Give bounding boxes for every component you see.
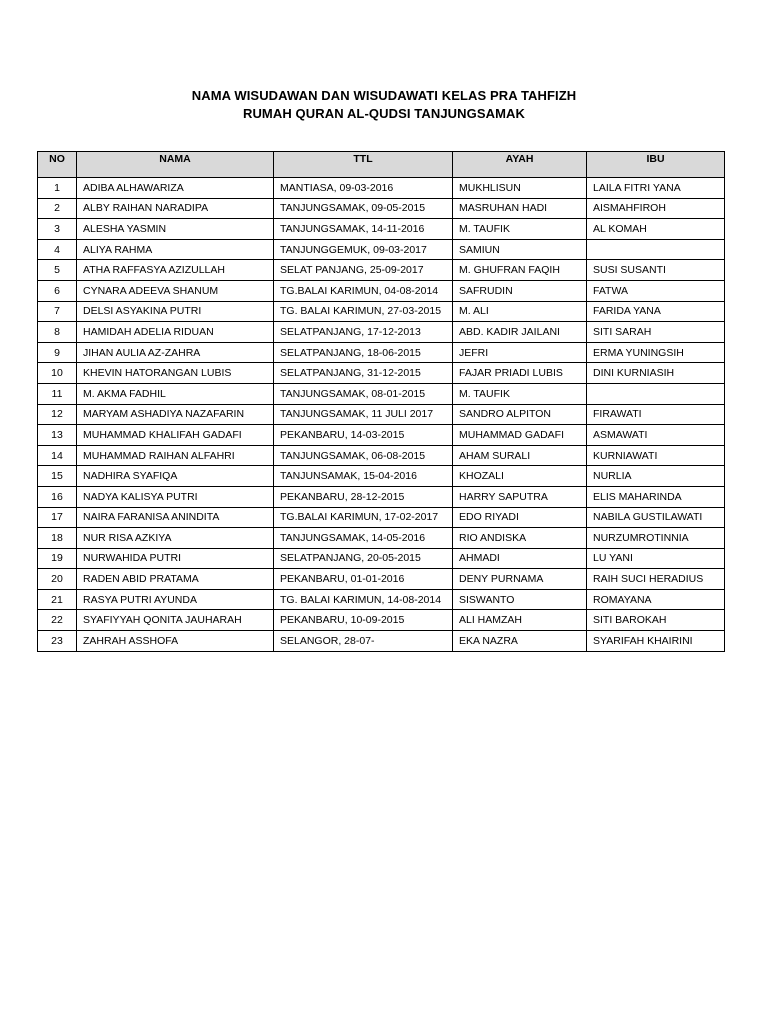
table-row bbox=[38, 610, 725, 631]
cell-nama: SYAFIYYAH QONITA JAUHARAH bbox=[77, 610, 274, 631]
cell-ayah: M. GHUFRAN FAQIH bbox=[453, 260, 587, 281]
cell-ibu: NABILA GUSTILAWATI bbox=[587, 507, 725, 528]
cell-nama: MUHAMMAD KHALIFAH GADAFI bbox=[77, 425, 274, 446]
cell-ibu: ROMAYANA bbox=[587, 589, 725, 610]
table-row bbox=[38, 198, 725, 219]
cell-nama: NAIRA FARANISA ANINDITA bbox=[77, 507, 274, 528]
cell-ayah: MUKHLISUN bbox=[453, 178, 587, 199]
cell-ibu: KURNIAWATI bbox=[587, 445, 725, 466]
cell-ayah: SAFRUDIN bbox=[453, 280, 587, 301]
cell-no: 10 bbox=[38, 363, 77, 384]
cell-ayah: M. TAUFIK bbox=[453, 219, 587, 240]
cell-ayah: AHMADI bbox=[453, 548, 587, 569]
cell-ayah: KHOZALI bbox=[453, 466, 587, 487]
cell-ayah: AHAM SURALI bbox=[453, 445, 587, 466]
document-subtitle: RUMAH QURAN AL-QUDSI TANJUNGSAMAK bbox=[242, 106, 526, 121]
table-row bbox=[38, 425, 725, 446]
cell-nama: NADHIRA SYAFIQA bbox=[77, 466, 274, 487]
table-row bbox=[38, 445, 725, 466]
cell-no: 23 bbox=[38, 631, 77, 652]
cell-ibu: SYARIFAH KHAIRINI bbox=[587, 631, 725, 652]
cell-no: 4 bbox=[38, 239, 77, 260]
cell-ibu: LAILA FITRI YANA bbox=[587, 178, 725, 199]
cell-ayah: EDO RIYADI bbox=[453, 507, 587, 528]
table-row bbox=[38, 569, 725, 590]
table-row bbox=[38, 507, 725, 528]
cell-ibu: FARIDA YANA bbox=[587, 301, 725, 322]
table-row bbox=[38, 178, 725, 199]
table-row bbox=[38, 631, 725, 652]
cell-no: 7 bbox=[38, 301, 77, 322]
cell-ttl: SELATPANJANG, 31-12-2015 bbox=[274, 363, 453, 384]
header-row bbox=[38, 152, 725, 178]
cell-ayah: HARRY SAPUTRA bbox=[453, 486, 587, 507]
cell-nama: ZAHRAH ASSHOFA bbox=[77, 631, 274, 652]
cell-no: 19 bbox=[38, 548, 77, 569]
cell-ibu: AISMAHFIROH bbox=[587, 198, 725, 219]
cell-ttl: SELAT PANJANG, 25-09-2017 bbox=[274, 260, 453, 281]
cell-ibu: RAIH SUCI HERADIUS bbox=[587, 569, 725, 590]
cell-no: 5 bbox=[38, 260, 77, 281]
cell-nama: ATHA RAFFASYA AZIZULLAH bbox=[77, 260, 274, 281]
cell-no: 13 bbox=[38, 425, 77, 446]
cell-ttl: TANJUNGSAMAK, 14-11-2016 bbox=[274, 219, 453, 240]
cell-ayah: SISWANTO bbox=[453, 589, 587, 610]
cell-ibu: ERMA YUNINGSIH bbox=[587, 342, 725, 363]
cell-ibu: LU YANI bbox=[587, 548, 725, 569]
cell-nama: NUR RISA AZKIYA bbox=[77, 528, 274, 549]
cell-ttl: SELATPANJANG, 17-12-2013 bbox=[274, 322, 453, 343]
table-row bbox=[38, 486, 725, 507]
cell-no: 8 bbox=[38, 322, 77, 343]
cell-ttl: MANTIASA, 09-03-2016 bbox=[274, 178, 453, 199]
header-ayah: AYAH bbox=[453, 152, 587, 178]
cell-ibu: FIRAWATI bbox=[587, 404, 725, 425]
cell-no: 9 bbox=[38, 342, 77, 363]
cell-ayah: ABD. KADIR JAILANI bbox=[453, 322, 587, 343]
table-row bbox=[38, 239, 725, 260]
cell-nama: ALIYA RAHMA bbox=[77, 239, 274, 260]
cell-ayah: RIO ANDISKA bbox=[453, 528, 587, 549]
cell-nama: CYNARA ADEEVA SHANUM bbox=[77, 280, 274, 301]
table-row bbox=[38, 219, 725, 240]
cell-no: 16 bbox=[38, 486, 77, 507]
cell-ibu: ELIS MAHARINDA bbox=[587, 486, 725, 507]
cell-nama: HAMIDAH ADELIA RIDUAN bbox=[77, 322, 274, 343]
cell-ibu: DINI KURNIASIH bbox=[587, 363, 725, 384]
cell-no: 18 bbox=[38, 528, 77, 549]
table-row bbox=[38, 260, 725, 281]
header-ibu: IBU bbox=[587, 152, 725, 178]
cell-no: 17 bbox=[38, 507, 77, 528]
cell-ibu: NURZUMROTINNIA bbox=[587, 528, 725, 549]
table-row bbox=[38, 589, 725, 610]
cell-ttl: PEKANBARU, 01-01-2016 bbox=[274, 569, 453, 590]
cell-nama: DELSI ASYAKINA PUTRI bbox=[77, 301, 274, 322]
cell-no: 22 bbox=[38, 610, 77, 631]
cell-ttl: SELANGOR, 28-07- bbox=[274, 631, 453, 652]
table-row bbox=[38, 280, 725, 301]
cell-ibu: SUSI SUSANTI bbox=[587, 260, 725, 281]
cell-ayah: SANDRO ALPITON bbox=[453, 404, 587, 425]
cell-nama: KHEVIN HATORANGAN LUBIS bbox=[77, 363, 274, 384]
cell-ayah: MUHAMMAD GADAFI bbox=[453, 425, 587, 446]
cell-ibu: SITI SARAH bbox=[587, 322, 725, 343]
cell-ibu: SITI BAROKAH bbox=[587, 610, 725, 631]
cell-no: 12 bbox=[38, 404, 77, 425]
cell-ttl: TG.BALAI KARIMUN, 17-02-2017 bbox=[274, 507, 453, 528]
table-header bbox=[38, 152, 725, 178]
cell-ttl: SELATPANJANG, 20-05-2015 bbox=[274, 548, 453, 569]
table-row bbox=[38, 404, 725, 425]
cell-ttl: TANJUNGSAMAK, 14-05-2016 bbox=[274, 528, 453, 549]
cell-ibu: ASMAWATI bbox=[587, 425, 725, 446]
cell-no: 14 bbox=[38, 445, 77, 466]
table-row bbox=[38, 322, 725, 343]
cell-ayah: M. ALI bbox=[453, 301, 587, 322]
cell-ttl: TANJUNGSAMAK, 11 JULI 2017 bbox=[274, 404, 453, 425]
cell-ttl: TG. BALAI KARIMUN, 14-08-2014 bbox=[274, 589, 453, 610]
cell-nama: NURWAHIDA PUTRI bbox=[77, 548, 274, 569]
cell-ibu: NURLIA bbox=[587, 466, 725, 487]
cell-no: 3 bbox=[38, 219, 77, 240]
cell-no: 6 bbox=[38, 280, 77, 301]
cell-ayah: DENY PURNAMA bbox=[453, 569, 587, 590]
cell-nama: M. AKMA FADHIL bbox=[77, 383, 274, 404]
header-no: NO bbox=[38, 152, 77, 178]
cell-ayah: FAJAR PRIADI LUBIS bbox=[453, 363, 587, 384]
cell-ayah: ALI HAMZAH bbox=[453, 610, 587, 631]
table-row bbox=[38, 528, 725, 549]
cell-ttl: PEKANBARU, 10-09-2015 bbox=[274, 610, 453, 631]
table-row bbox=[38, 301, 725, 322]
header-ttl: TTL bbox=[274, 152, 453, 178]
cell-no: 21 bbox=[38, 589, 77, 610]
cell-nama: MUHAMMAD RAIHAN ALFAHRI bbox=[77, 445, 274, 466]
cell-no: 2 bbox=[38, 198, 77, 219]
table-row bbox=[38, 383, 725, 404]
cell-ttl: TANJUNGSAMAK, 06-08-2015 bbox=[274, 445, 453, 466]
cell-nama: RASYA PUTRI AYUNDA bbox=[77, 589, 274, 610]
cell-ayah: JEFRI bbox=[453, 342, 587, 363]
cell-ibu: AL KOMAH bbox=[587, 219, 725, 240]
table-row bbox=[38, 342, 725, 363]
table-body bbox=[38, 178, 725, 652]
cell-nama: NADYA KALISYA PUTRI bbox=[77, 486, 274, 507]
table-row bbox=[38, 466, 725, 487]
cell-nama: RADEN ABID PRATAMA bbox=[77, 569, 274, 590]
cell-nama: JIHAN AULIA AZ-ZAHRA bbox=[77, 342, 274, 363]
cell-ayah: M. TAUFIK bbox=[453, 383, 587, 404]
cell-nama: ALESHA YASMIN bbox=[77, 219, 274, 240]
cell-nama: MARYAM ASHADIYA NAZAFARIN bbox=[77, 404, 274, 425]
cell-ttl: TANJUNGGEMUK, 09-03-2017 bbox=[274, 239, 453, 260]
cell-ttl: PEKANBARU, 28-12-2015 bbox=[274, 486, 453, 507]
cell-nama: ADIBA ALHAWARIZA bbox=[77, 178, 274, 199]
cell-nama: ALBY RAIHAN NARADIPA bbox=[77, 198, 274, 219]
cell-no: 1 bbox=[38, 178, 77, 199]
cell-ttl: TANJUNSAMAK, 15-04-2016 bbox=[274, 466, 453, 487]
table-row bbox=[38, 548, 725, 569]
cell-ttl: TG.BALAI KARIMUN, 04-08-2014 bbox=[274, 280, 453, 301]
table-row bbox=[38, 363, 725, 384]
cell-ibu bbox=[587, 239, 725, 260]
cell-ibu bbox=[587, 383, 725, 404]
cell-ayah: MASRUHAN HADI bbox=[453, 198, 587, 219]
document-title: NAMA WISUDAWAN DAN WISUDAWATI KELAS PRA TAHFIZH bbox=[191, 88, 577, 103]
cell-ayah: SAMIUN bbox=[453, 239, 587, 260]
cell-ttl: SELATPANJANG, 18-06-2015 bbox=[274, 342, 453, 363]
graduates-table bbox=[37, 151, 725, 652]
cell-ttl: TG. BALAI KARIMUN, 27-03-2015 bbox=[274, 301, 453, 322]
cell-ttl: TANJUNGSAMAK, 08-01-2015 bbox=[274, 383, 453, 404]
cell-no: 20 bbox=[38, 569, 77, 590]
cell-no: 15 bbox=[38, 466, 77, 487]
cell-ttl: PEKANBARU, 14-03-2015 bbox=[274, 425, 453, 446]
header-nama: NAMA bbox=[77, 152, 274, 178]
cell-ttl: TANJUNGSAMAK, 09-05-2015 bbox=[274, 198, 453, 219]
cell-ayah: EKA NAZRA bbox=[453, 631, 587, 652]
cell-no: 11 bbox=[38, 383, 77, 404]
cell-ibu: FATWA bbox=[587, 280, 725, 301]
